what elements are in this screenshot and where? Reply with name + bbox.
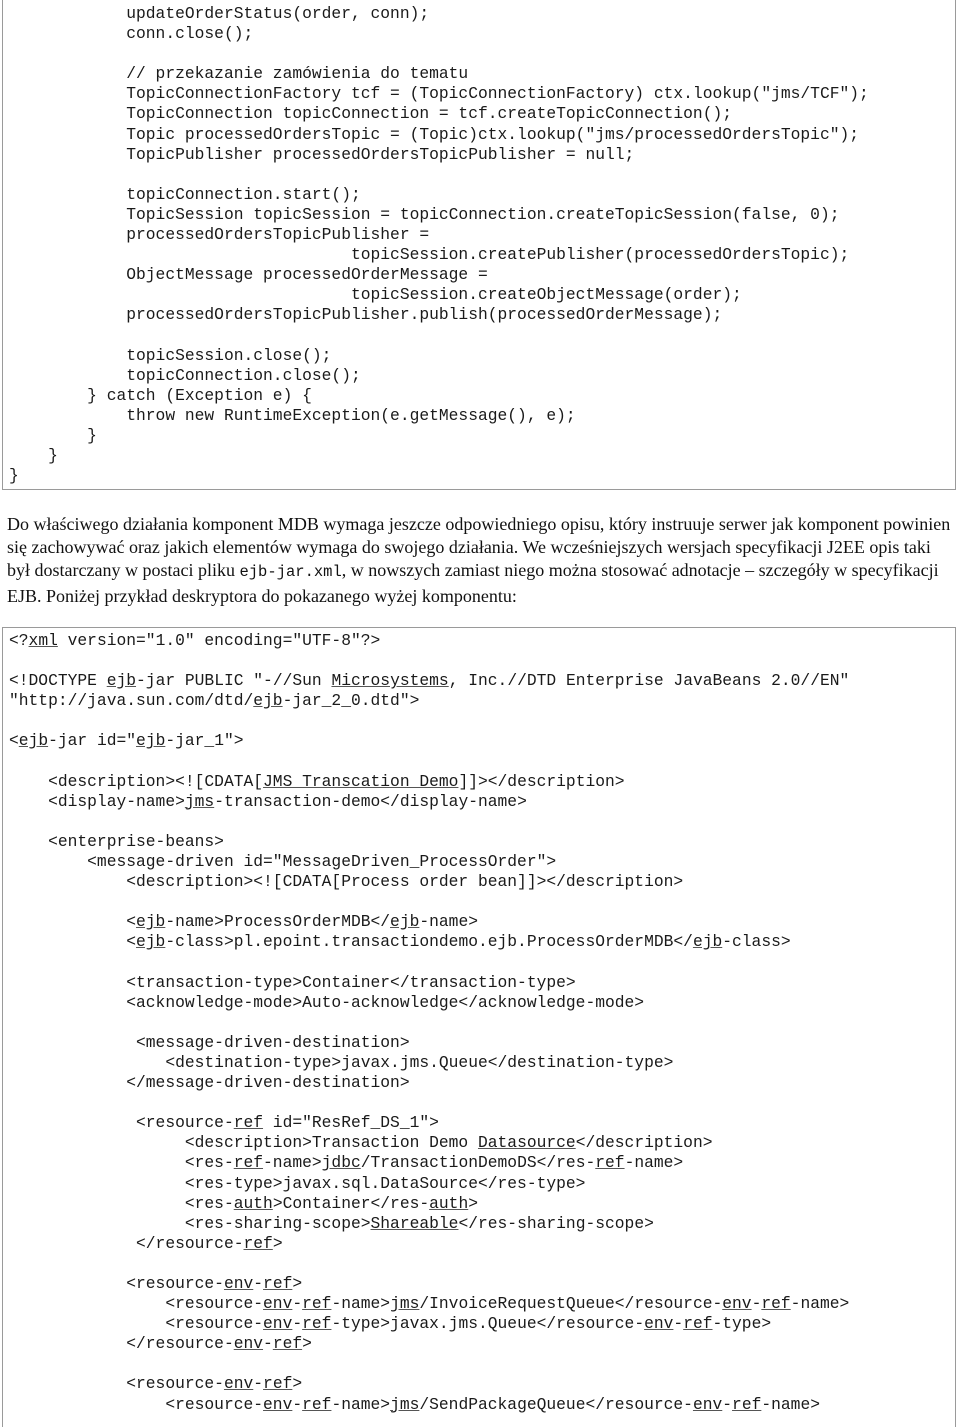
file-name: ejb-jar.xml <box>239 563 342 582</box>
code-line: Topic processedOrdersTopic = (Topic)ctx.lookup("jms/processedOrdersTopic"); <box>9 124 860 144</box>
code-line: processedOrdersTopicPublisher = <box>9 225 430 245</box>
code-line: </message-driven-destination> <box>9 1073 410 1093</box>
code-line: <display-name>jms-transaction-demo</display-name> <box>9 791 527 811</box>
code-line: topicSession.close(); <box>9 345 332 365</box>
paragraph-text-2: , w nowszych zamiast niego można stosować adnotacje – szczegóły w specyfikacji EJB. Poniżej przykład deskryptora do pokazanego wyżej komponentu: <box>7 560 939 606</box>
code-line: ObjectMessage processedOrderMessage = <box>9 265 488 285</box>
code-line <box>9 812 19 831</box>
java-code-block <box>2 0 956 490</box>
code-line: updateOrderStatus(order, conn); <box>9 4 430 23</box>
xml-code <box>3 628 955 1415</box>
code-line: <res-sharing-scope>Shareable</res-sharing-scope> <box>9 1213 654 1233</box>
xml-code-block <box>2 627 956 1427</box>
code-line: <ejb-name>ProcessOrderMDB</ejb-name> <box>9 912 478 932</box>
code-line <box>9 326 19 345</box>
code-line: topicConnection.start(); <box>9 184 361 204</box>
code-line: topicConnection.close(); <box>9 365 361 385</box>
code-line: <ejb-jar id="ejb-jar_1"> <box>9 731 244 751</box>
code-line: <!DOCTYPE ejb-jar PUBLIC "-//Sun Microsystems, Inc.//DTD Enterprise JavaBeans 2.0//EN" <box>9 671 850 691</box>
code-line: <message-driven-destination> <box>9 1032 410 1052</box>
description-paragraph <box>7 513 955 608</box>
code-line: <acknowledge-mode>Auto-acknowledge</acknowledge-mode> <box>9 992 645 1012</box>
code-line: <ejb-class>pl.epoint.transactiondemo.ejb.ProcessOrderMDB</ejb-class> <box>9 932 791 952</box>
code-line <box>9 1254 19 1273</box>
code-line: conn.close(); <box>9 24 254 44</box>
code-line: <?xml version="1.0" encoding="UTF-8"?> <box>9 631 381 650</box>
code-line <box>9 711 19 730</box>
code-line <box>9 1354 19 1373</box>
code-line <box>9 1093 19 1112</box>
code-line: <res-auth>Container</res-auth> <box>9 1193 479 1213</box>
code-line: <enterprise-beans> <box>9 831 224 851</box>
code-line: <description><![CDATA[Process order bean]]></description> <box>9 872 684 892</box>
code-line: <resource-env-ref> <box>9 1274 303 1293</box>
code-line: <resource-env-ref-type>javax.jms.Queue</resource-env-ref-type> <box>9 1314 772 1334</box>
code-line: processedOrdersTopicPublisher.publish(processedOrderMessage); <box>9 305 723 325</box>
code-line: <destination-type>javax.jms.Queue</destination-type> <box>9 1052 674 1072</box>
code-line: // przekazanie zamówienia do tematu <box>9 64 469 84</box>
code-line: } <box>9 466 19 486</box>
code-line: <resource-env-ref> <box>9 1374 303 1394</box>
code-line <box>9 165 19 184</box>
code-line: <resource-env-ref-name>jms/SendPackageQueue</resource-env-ref-name> <box>9 1394 820 1414</box>
code-line: <description><![CDATA[JMS Transcation Demo]]></description> <box>9 771 625 791</box>
code-line <box>9 651 19 670</box>
code-line <box>9 44 19 63</box>
code-line: <res-type>javax.sql.DataSource</res-type> <box>9 1173 586 1193</box>
code-line: } <box>9 425 97 445</box>
code-line: TopicConnectionFactory tcf = (TopicConnectionFactory) ctx.lookup("jms/TCF"); <box>9 84 869 104</box>
code-line <box>9 1013 19 1032</box>
paragraph-text-1: Do właściwego działania komponent MDB wymaga jeszcze odpowiedniego opisu, który instruuje serwer jak komponent powinien się zachowywać oraz jakich elementów wymaga do swojego działania. We wcześniejszych wersjach specyfikacji J2EE opis taki był dostarczany w postaci pliku <box>7 514 951 581</box>
code-line: } <box>9 446 58 466</box>
code-line: </resource-ref> <box>9 1233 283 1253</box>
code-line: <message-driven id="MessageDriven_ProcessOrder"> <box>9 852 557 872</box>
code-line: <resource-ref id="ResRef_DS_1"> <box>9 1113 439 1133</box>
code-line: TopicConnection topicConnection = tcf.createTopicConnection(); <box>9 104 733 124</box>
code-line: } catch (Exception e) { <box>9 385 312 405</box>
java-code <box>3 0 955 486</box>
code-line: <transaction-type>Container</transaction-type> <box>9 972 576 992</box>
code-line: <resource-env-ref-name>jms/InvoiceRequestQueue</resource-env-ref-name> <box>9 1294 850 1314</box>
code-line: throw new RuntimeException(e.getMessage(), e); <box>9 405 576 425</box>
code-line: </resource-env-ref> <box>9 1334 312 1354</box>
code-line: topicSession.createPublisher(processedOrdersTopic); <box>9 245 850 265</box>
code-line: TopicSession topicSession = topicConnection.createTopicSession(false, 0); <box>9 204 840 224</box>
code-line: topicSession.createObjectMessage(order); <box>9 285 742 305</box>
code-line: <description>Transaction Demo Datasource</description> <box>9 1133 713 1153</box>
code-line: <res-ref-name>jdbc/TransactionDemoDS</res-ref-name> <box>9 1153 684 1173</box>
code-line <box>9 892 19 911</box>
code-line: TopicPublisher processedOrdersTopicPublisher = null; <box>9 144 635 164</box>
code-line <box>9 953 19 972</box>
code-line <box>9 752 19 771</box>
code-line: "http://java.sun.com/dtd/ejb-jar_2_0.dtd"> <box>9 691 420 711</box>
